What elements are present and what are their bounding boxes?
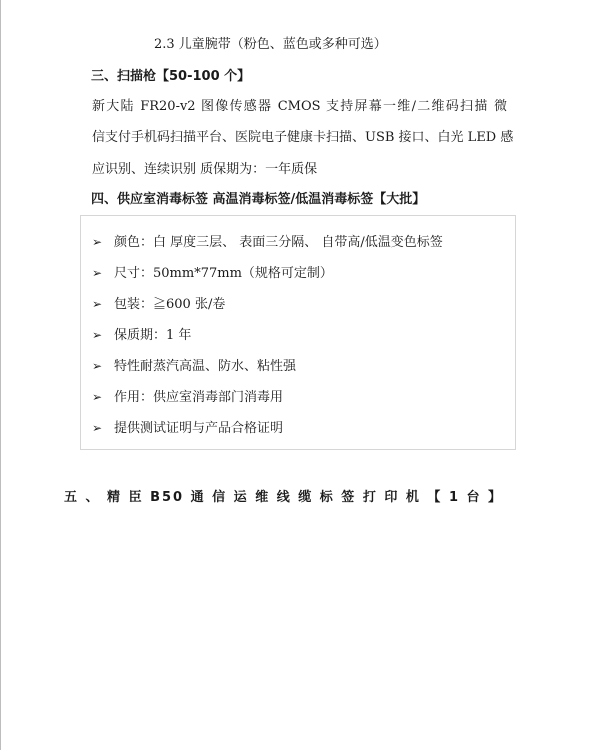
section-3-text-line-3: 应识别、连续识别 质保期为：一年质保 xyxy=(92,162,318,177)
spec-item-size xyxy=(92,264,333,283)
item-2-3-child-wristband: 2.3 儿童腕带（粉色、蓝色或多种可选） xyxy=(154,37,387,52)
section-3-text-line-1: 新大陆 FR20-v2 图像传感器 CMOS 支持屏幕一维/二维码扫描 微 xyxy=(92,99,507,114)
spec-item-certificates xyxy=(92,419,283,438)
spec-item-packaging xyxy=(92,295,225,314)
spec-item-text: 尺寸：50mm*77mm（规格可定制） xyxy=(114,266,333,281)
section-5-heading: 五 、 精 臣 B50 通 信 运 维 线 缆 标 签 打 印 机 【 1 台 】 xyxy=(64,490,504,505)
spec-item-text: 提供测试证明与产品合格证明 xyxy=(114,421,284,436)
spec-item-text: 保质期：1 年 xyxy=(114,328,192,343)
spec-item-text: 包装：≧600 张/卷 xyxy=(114,297,226,312)
spec-item-properties xyxy=(92,357,296,376)
spec-item-text: 颜色：白 厚度三层、 表面三分隔、 自带高/低温变色标签 xyxy=(114,235,443,250)
page-left-edge xyxy=(0,0,1,750)
section-3-text-line-2: 信支付手机码扫描平台、医院电子健康卡扫描、USB 接口、白光 LED 感 xyxy=(92,130,514,145)
section-3-heading: 三、扫描枪【50-100 个】 xyxy=(91,69,251,84)
arrow-bullet-icon: ➢ xyxy=(92,390,103,404)
spec-item-text: 作用：供应室消毒部门消毒用 xyxy=(114,390,284,405)
spec-item-usage xyxy=(92,388,283,407)
arrow-bullet-icon: ➢ xyxy=(92,297,103,311)
arrow-bullet-icon: ➢ xyxy=(92,359,103,373)
arrow-bullet-icon: ➢ xyxy=(92,235,103,249)
sterilization-label-spec-box xyxy=(80,215,516,450)
spec-item-text: 特性耐蒸汽高温、防水、粘性强 xyxy=(114,359,297,374)
arrow-bullet-icon: ➢ xyxy=(92,421,103,435)
arrow-bullet-icon: ➢ xyxy=(92,266,103,280)
arrow-bullet-icon: ➢ xyxy=(92,328,103,342)
section-4-heading: 四、供应室消毒标签 高温消毒标签/低温消毒标签【大批】 xyxy=(91,192,426,207)
spec-item-shelf-life xyxy=(92,326,191,345)
spec-item-color xyxy=(92,233,443,252)
